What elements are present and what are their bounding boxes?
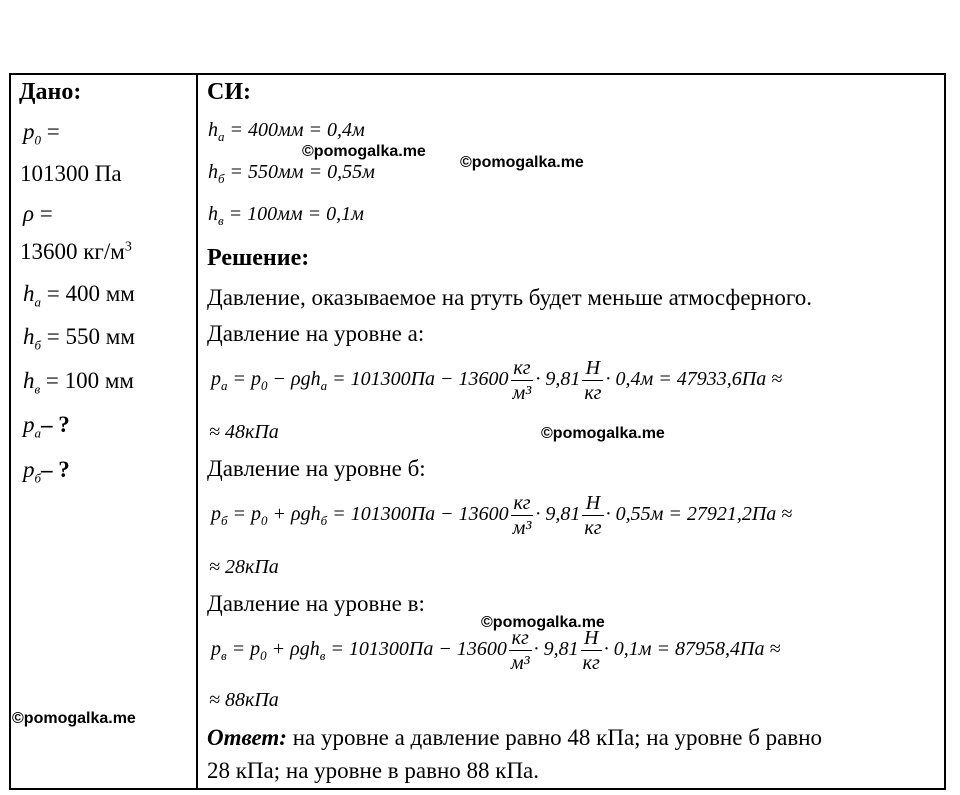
fraction-n-kg: $\frac{Н}{кг}$ [584,357,602,404]
column-divider [196,75,198,788]
level-b-title: Давление на уровне б: [207,456,426,481]
solution-header: Решение: [207,245,310,271]
level-b-approx: ≈ 28кПа [209,556,279,578]
answer-line-2: 28 кПа; на уровне в равно 88 кПа. [207,758,540,783]
solution-table [9,73,946,790]
given-hb: $h_б = 550$ мм [23,324,135,353]
level-v-formula: $p_в = p_0 + \rho gh_в = 101300Па - 13600$ $\frac{кг}{\text{м³}}$ · 9,81 $\frac{Н}{кг}$ · 0,1м = 87958,4Па ≈ [211,627,781,674]
level-v-title: Давление на уровне в: [207,591,425,616]
fraction-kg-m3: $\frac{кг}{\text{м³}}$ [512,357,532,404]
given-pb-unknown: $p_б-$ ? [23,457,70,486]
si-hb: $h_б = 550мм = 0,55м$ [208,161,375,186]
given-p0-value: 101300 Па [20,161,122,186]
si-ha: $h_а = 400мм = 0,4м$ [208,119,365,144]
level-a-approx: ≈ 48кПа [209,421,279,443]
watermark: ©pomogalka.me [302,143,426,160]
si-header: СИ: [207,79,251,105]
watermark: ©pomogalka.me [541,425,665,442]
level-v-approx: ≈ 88кПа [209,689,279,711]
fraction-n-kg: $\frac{Н}{кг}$ [582,627,600,674]
given-rho: ρ = [23,201,53,226]
given-ha: $h_а = 400$ мм [23,281,135,310]
given-header: Дано: [19,79,82,105]
level-a-formula: $p_а = p_0 - \rho gh_а = 101300Па - 13600$ $\frac{кг}{\text{м³}}$ · 9,81 $\frac{Н}{кг}$ · 0,4м = 47933,6Па ≈ [211,357,783,404]
watermark: ©pomogalka.me [12,710,136,727]
watermark: ©pomogalka.me [481,614,605,631]
fraction-kg-m3: $\frac{кг}{\text{м³}}$ [512,492,532,539]
si-hv: $h_в = 100мм = 0,1м$ [208,203,364,228]
given-hv: $h_в = 100$ мм [23,368,134,397]
answer-label: Ответ: [207,725,287,750]
fraction-kg-m3: $\frac{кг}{\text{м³}}$ [510,627,530,674]
given-pa-unknown: $p_а-$ ? [23,412,70,441]
given-rho-value: 13600 $кг/м^3$ [20,239,132,264]
solution-intro: Давление, оказываемое на ртуть будет меньше атмосферного. [207,285,812,310]
given-p0: $p_0$ = [23,119,60,148]
fraction-n-kg: $\frac{Н}{кг}$ [584,492,602,539]
watermark: ©pomogalka.me [460,154,584,171]
answer-line-1: Ответ: на уровне а давление равно 48 кПа; на уровне б равно [207,725,823,750]
level-b-formula: $p_б = p_0 + \rho gh_б = 101300Па - 13600$ $\frac{кг}{\text{м³}}$ · 9,81 $\frac{Н}{кг}$ · 0,55м = 27921,2Па ≈ [211,492,793,539]
level-a-title: Давление на уровне а: [207,321,425,346]
